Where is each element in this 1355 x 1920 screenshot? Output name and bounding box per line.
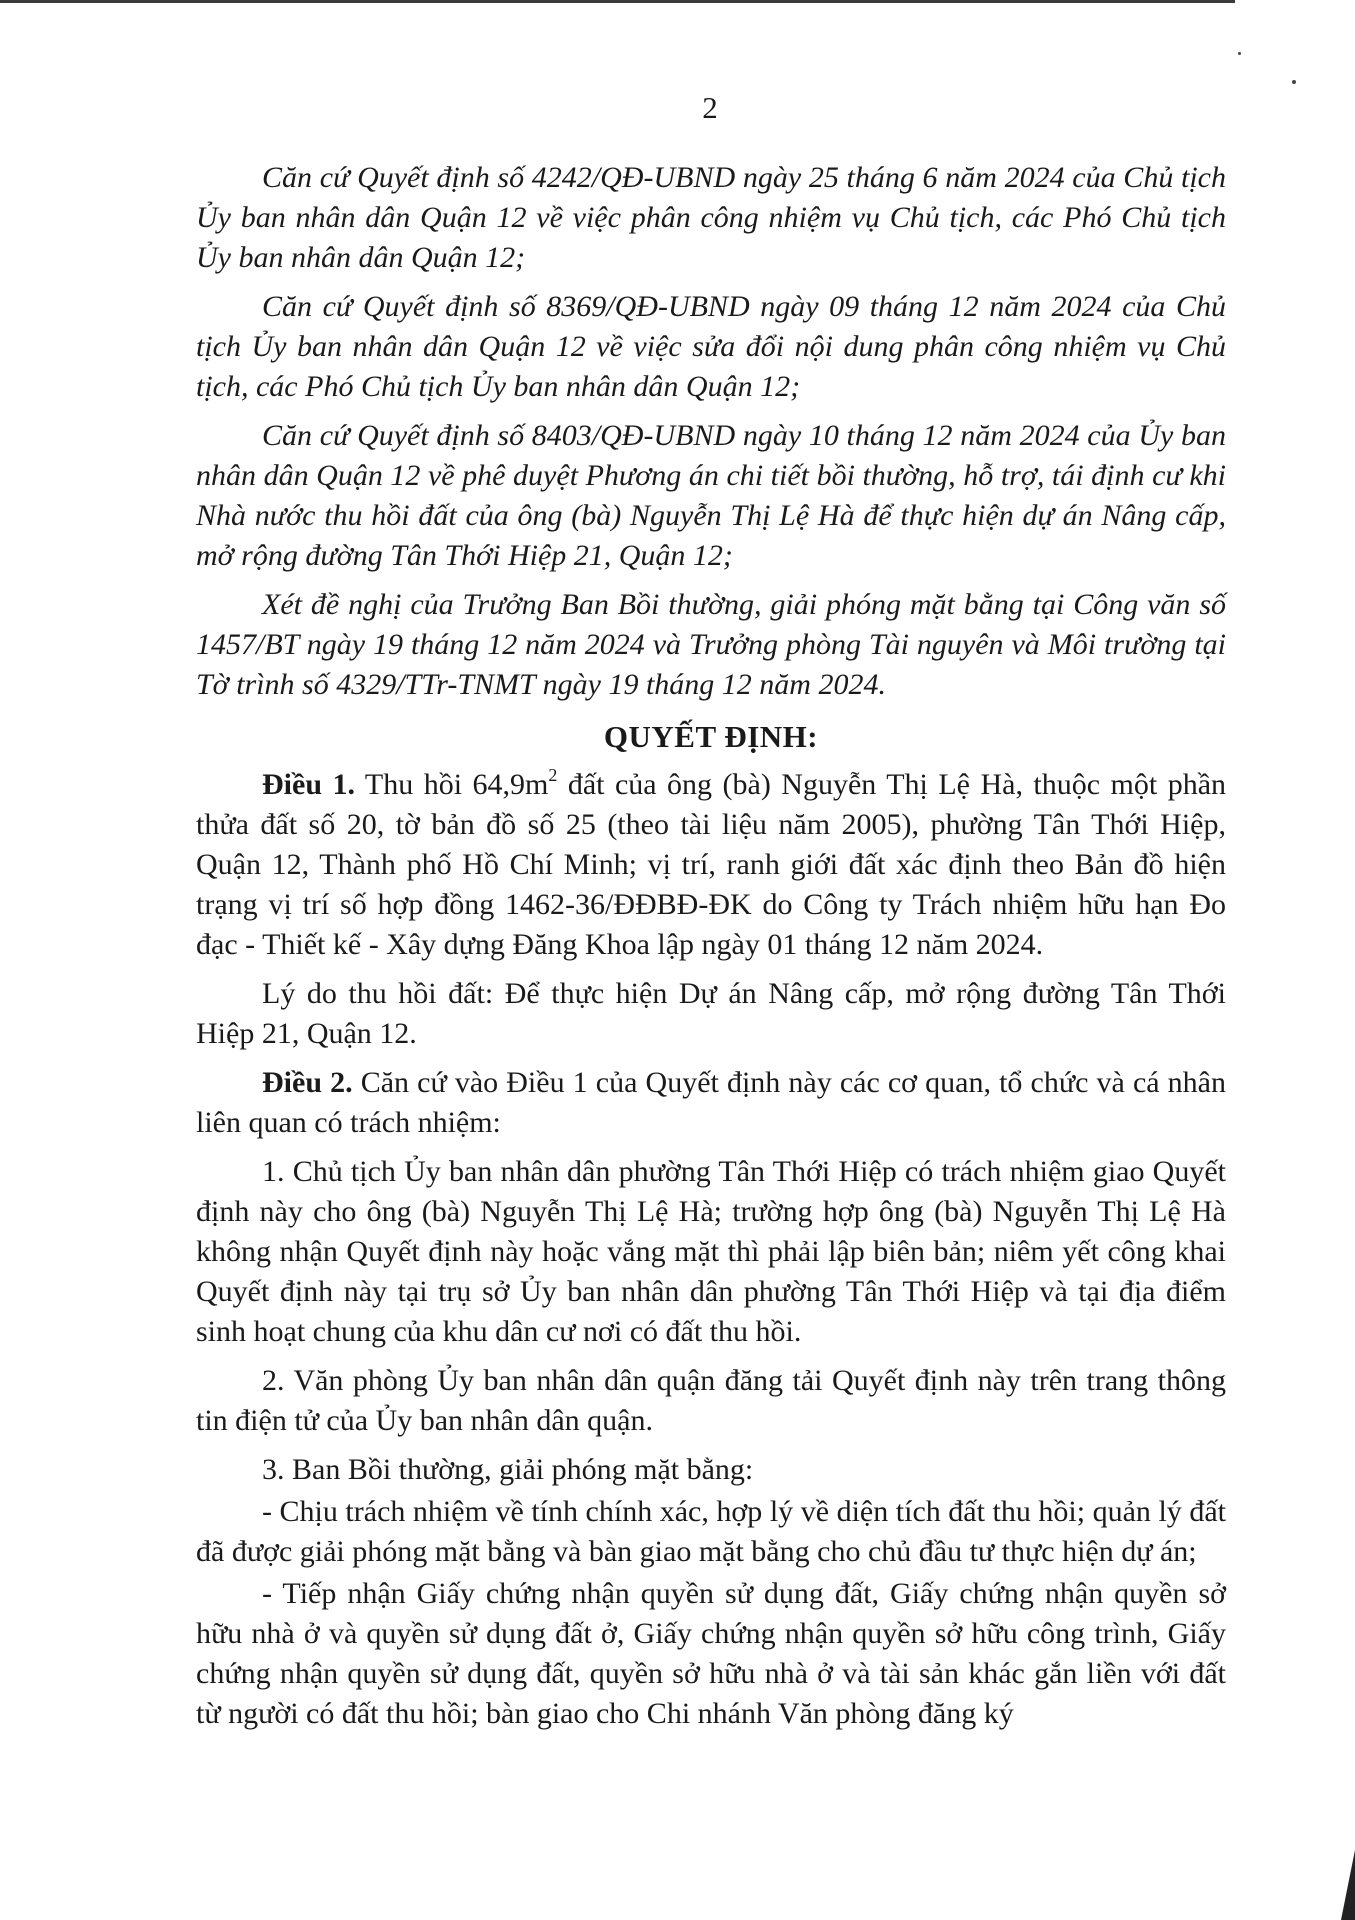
page-number: 2 bbox=[702, 90, 718, 125]
article-2-intro: Căn cứ vào Điều 1 của Quyết định này các cơ quan, tổ chức và cá nhân liên quan có trách nhiệm: bbox=[196, 1066, 1226, 1139]
article-2-item: 3. Ban Bồi thường, giải phóng mặt bằng: bbox=[262, 1453, 754, 1486]
scan-speck bbox=[1292, 80, 1296, 84]
article-1-text: Thu hồi 64,9m bbox=[354, 768, 549, 801]
scan-speck bbox=[1238, 52, 1241, 55]
scan-corner-mark bbox=[1341, 1850, 1355, 1920]
article-1-label: Điều 1. bbox=[262, 768, 355, 801]
article-2-paragraph bbox=[196, 1063, 1226, 1143]
square-meter-superscript: 2 bbox=[548, 765, 558, 785]
article-2-item: 2. Văn phòng Ủy ban nhân dân quận đăng tải Quyết định này trên trang thông tin điện tử của Ủy ban nhân dân quận. bbox=[196, 1364, 1226, 1437]
recital-paragraph: Căn cứ Quyết định số 8369/QĐ-UBND ngày 09 tháng 12 năm 2024 của Chủ tịch Ủy ban nhân dân Quận 12 về việc sửa đổi nội dung phân công nhiệm vụ Chủ tịch, các Phó Chủ tịch Ủy ban nhân dân Quận 12; bbox=[196, 290, 1226, 403]
decision-heading: QUYẾT ĐỊNH: bbox=[603, 719, 819, 754]
article-1-reason: Lý do thu hồi đất: Để thực hiện Dự án Nâng cấp, mở rộng đường Tân Thới Hiệp 21, Quận 12. bbox=[196, 977, 1226, 1050]
article-1-paragraph bbox=[196, 765, 1226, 965]
scan-top-rule bbox=[0, 0, 1235, 3]
article-2-item: 1. Chủ tịch Ủy ban nhân dân phường Tân Thới Hiệp có trách nhiệm giao Quyết định này cho ông (bà) Nguyễn Thị Lệ Hà; trường hợp ông (bà) Nguyễn Thị Lệ Hà không nhận Quyết định này hoặc vắng mặt thì phải lập biên bản; niêm yết công khai Quyết định này tại trụ sở Ủy ban nhân dân phường Tân Thới Hiệp và tại địa điểm sinh hoạt chung của khu dân cư nơi có đất thu hồi. bbox=[196, 1155, 1226, 1348]
recital-paragraph: Căn cứ Quyết định số 8403/QĐ-UBND ngày 10 tháng 12 năm 2024 của Ủy ban nhân dân Quận 12 về phê duyệt Phương án chi tiết bồi thường, hỗ trợ, tái định cư khi Nhà nước thu hồi đất của ông (bà) Nguyễn Thị Lệ Hà để thực hiện dự án Nâng cấp, mở rộng đường Tân Thới Hiệp 21, Quận 12; bbox=[196, 419, 1226, 572]
recital-paragraph: Xét đề nghị của Trưởng Ban Bồi thường, giải phóng mặt bằng tại Công văn số 1457/BT ngày 19 tháng 12 năm 2024 và Trưởng phòng Tài nguyên và Môi trường tại Tờ trình số 4329/TTr-TNMT ngày 19 tháng 12 năm 2024. bbox=[196, 588, 1226, 701]
article-1-text-continued: đất của ông (bà) Nguyễn Thị Lệ Hà, thuộc một phần thửa đất số 20, tờ bản đồ số 25 (theo tài liệu năm 2005), phường Tân Thới Hiệp, Quận 12, Thành phố Hồ Chí Minh; vị trí, ranh giới đất xác định theo Bản đồ hiện trạng vị trí số hợp đồng 1462-36/ĐĐBĐ-ĐK do Công ty Trách nhiệm hữu hạn Đo đạc - Thiết kế - Xây dựng Đăng Khoa lập ngày 01 tháng 12 năm 2024. bbox=[196, 768, 1227, 961]
article-2-subitem: - Chịu trách nhiệm về tính chính xác, hợp lý về diện tích đất thu hồi; quản lý đất đã được giải phóng mặt bằng và bàn giao mặt bằng cho chủ đầu tư thực hiện dự án; bbox=[196, 1495, 1226, 1568]
document-body bbox=[196, 158, 1226, 1736]
article-2-label: Điều 2. bbox=[262, 1066, 353, 1099]
recital-paragraph: Căn cứ Quyết định số 4242/QĐ-UBND ngày 25 tháng 6 năm 2024 của Chủ tịch Ủy ban nhân dân Quận 12 về việc phân công nhiệm vụ Chủ tịch, các Phó Chủ tịch Ủy ban nhân dân Quận 12; bbox=[196, 161, 1226, 274]
article-2-subitem: - Tiếp nhận Giấy chứng nhận quyền sử dụng đất, Giấy chứng nhận quyền sở hữu nhà ở và quyền sử dụng đất ở, Giấy chứng nhận quyền sở hữu công trình, Giấy chứng nhận quyền sử dụng đất, quyền sở hữu nhà ở và tài sản khác gắn liền với đất từ người có đất thu hồi; bàn giao cho Chi nhánh Văn phòng đăng ký bbox=[196, 1577, 1226, 1730]
